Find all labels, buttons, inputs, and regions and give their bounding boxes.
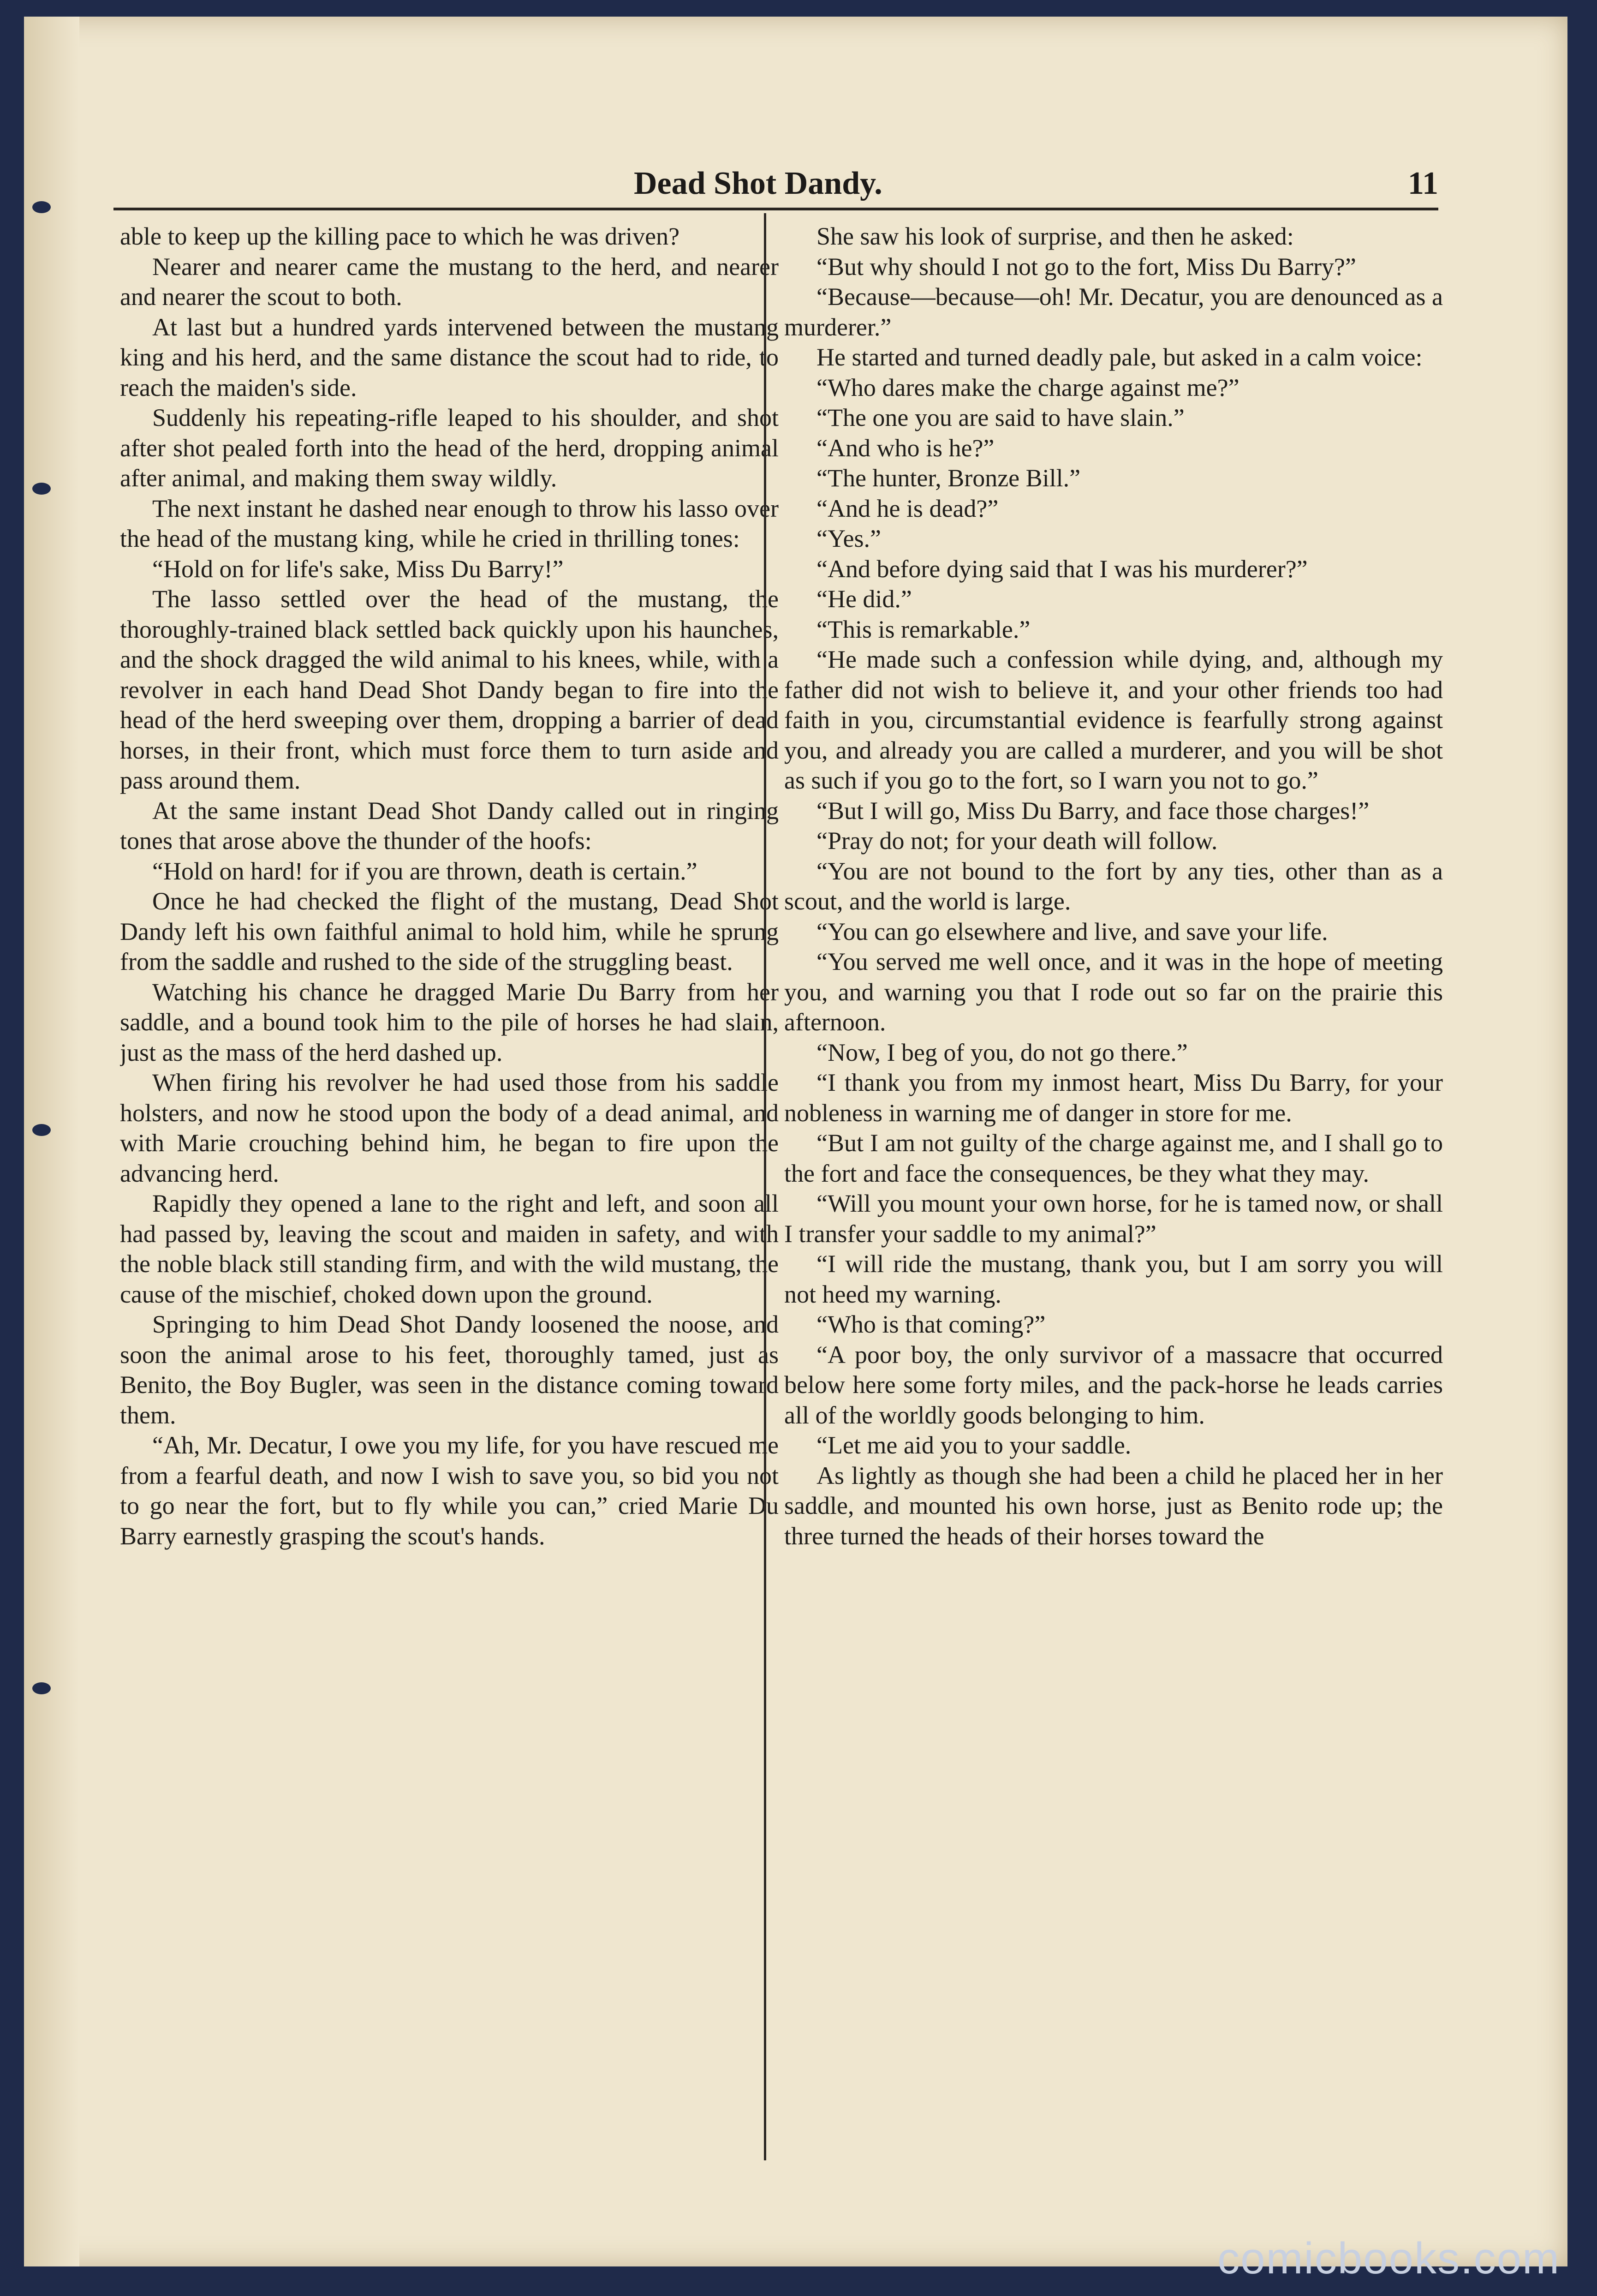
watermark: comicbooks.com <box>1217 2234 1560 2283</box>
paragraph: Rapidly they opened a lane to the right and left, and soon all had passed by, leaving the scout and maiden in safety, and with the noble black still standing firm, and with the wild mustang, the cause of the mischief, choked down upon the ground. <box>120 1190 779 1308</box>
paragraph: “I will ride the mustang, thank you, but I am sorry you will not heed my warning. <box>784 1250 1443 1308</box>
binding-stitch <box>32 483 51 495</box>
paragraph: “Hold on hard! for if you are thrown, death is certain.” <box>152 857 697 885</box>
paragraph: She saw his look of surprise, and then he asked: <box>816 222 1294 250</box>
column-divider <box>764 213 766 2160</box>
left-text-column <box>120 221 779 2159</box>
paragraph: At last but a hundred yards intervened between the mustang king and his herd, and the same distance the scout had to ride, to reach the maiden's side. <box>120 313 779 401</box>
running-title: Dead Shot Dandy. <box>634 166 882 201</box>
paragraph: As lightly as though she had been a child he placed her in her saddle, and mounted his own horse, just as Benito rode up; the three turned the heads of their horses toward the <box>784 1461 1443 1550</box>
running-header <box>113 138 1438 208</box>
right-text-column <box>784 221 1443 2159</box>
paragraph: “Pray do not; for your death will follow. <box>816 827 1218 855</box>
paragraph: “Let me aid you to your saddle. <box>816 1431 1132 1459</box>
paragraph: “This is remarkable.” <box>816 615 1031 643</box>
paragraph: When firing his revolver he had used those from his saddle holsters, and now he stood upon the body of a dead animal, and with Marie crouching behind him, he began to fire upon the advancing herd. <box>120 1069 779 1187</box>
paragraph: “And who is he?” <box>816 434 995 462</box>
paragraph: “Will you mount your own horse, for he is tamed now, or shall I transfer your saddle to my animal?” <box>784 1190 1443 1248</box>
paragraph: “You can go elsewhere and live, and save your life. <box>816 917 1328 945</box>
paragraph: He started and turned deadly pale, but asked in a calm voice: <box>816 343 1423 371</box>
paragraph: “He did.” <box>816 585 912 613</box>
binding-gutter <box>24 17 79 2266</box>
paragraph: “Hold on for life's sake, Miss Du Barry!” <box>152 555 564 583</box>
paragraph: “Ah, Mr. Decatur, I owe you my life, for you have rescued me from a fearful death, and now I wish to save you, so bid you not to go near the fort, but to fly while you can,” cried Marie Du Barry earnestly grasping the scout's hands. <box>120 1431 779 1550</box>
binding-stitch <box>32 1682 51 1694</box>
paragraph: “But why should I not go to the fort, Miss Du Barry?” <box>816 252 1356 281</box>
page-number: 11 <box>1407 166 1438 201</box>
paragraph: “And he is dead?” <box>816 494 999 522</box>
paragraph: “The hunter, Bronze Bill.” <box>816 464 1081 492</box>
paragraph: Once he had checked the flight of the mustang, Dead Shot Dandy left his own faithful animal to hold him, while he sprung from the saddle and rushed to the side of the struggling beast. <box>120 887 779 975</box>
paragraph: “Yes.” <box>816 525 882 552</box>
paragraph: The next instant he dashed near enough to throw his lasso over the head of the mustang king, while he cried in thrilling tones: <box>120 494 779 552</box>
paragraph: “You served me well once, and it was in the hope of meeting you, and warning you that I rode out so far on the prairie this afternoon. <box>784 948 1443 1036</box>
paragraph: “A poor boy, the only survivor of a massacre that occurred below here some forty miles, and the pack-horse he leads carries all of the worldly goods belonging to him. <box>784 1340 1443 1429</box>
paragraph: “Now, I beg of you, do not go there.” <box>816 1038 1188 1066</box>
paragraph: “You are not bound to the fort by any ties, other than as a scout, and the world is large. <box>784 857 1443 915</box>
paragraph: Springing to him Dead Shot Dandy loosened the noose, and soon the animal arose to his feet, thoroughly tamed, just as Benito, the Boy Bugler, was seen in the distance coming toward them. <box>120 1310 779 1429</box>
paragraph: Suddenly his repeating-rifle leaped to his shoulder, and shot after shot pealed forth into the head of the herd, dropping animal after animal, and making them sway wildly. <box>120 404 779 492</box>
binding-stitch <box>32 1124 51 1136</box>
paragraph: At the same instant Dead Shot Dandy called out in ringing tones that arose above the thunder of the hoofs: <box>120 796 779 855</box>
paragraph: “Because—because—oh! Mr. Decatur, you are denounced as a murderer.” <box>784 283 1443 341</box>
paragraph: “But I will go, Miss Du Barry, and face those charges!” <box>816 796 1370 825</box>
paragraph: “He made such a confession while dying, and, although my father did not wish to believe it, and your other friends too had faith in you, circumstantial evidence is fearfully strong against you, and already you are called a murderer, and you will be shot as such if you go to the fort, so I warn you not to go.” <box>784 646 1443 794</box>
header-rule <box>113 208 1438 210</box>
paragraph: “But I am not guilty of the charge against me, and I shall go to the fort and face the consequences, be they what they may. <box>784 1129 1443 1187</box>
paragraph: “And before dying said that I was his murderer?” <box>816 555 1308 583</box>
binding-stitch <box>32 201 51 213</box>
paragraph: Watching his chance he dragged Marie Du Barry from her saddle, and a bound took him to the pile of horses he had slain, just as the mass of the herd dashed up. <box>120 978 779 1066</box>
paragraph: The lasso settled over the head of the mustang, the thoroughly-trained black settled back quickly upon his haunches, and the shock dragged the wild animal to his knees, while, with a revolver in each hand Dead Shot Dandy began to fire into the head of the herd sweeping over them, dropping a barrier of dead horses, in their front, which must force them to turn aside and pass around them. <box>120 585 779 794</box>
paragraph: “Who dares make the charge against me?” <box>816 373 1239 401</box>
paragraph: “The one you are said to have slain.” <box>816 404 1185 431</box>
paragraph: Nearer and nearer came the mustang to the herd, and nearer and nearer the scout to both. <box>120 252 779 311</box>
paragraph: “I thank you from my inmost heart, Miss Du Barry, for your nobleness in warning me of danger in store for me. <box>784 1069 1443 1127</box>
paragraph: able to keep up the killing pace to which he was driven? <box>120 222 680 250</box>
paragraph: “Who is that coming?” <box>816 1310 1046 1338</box>
